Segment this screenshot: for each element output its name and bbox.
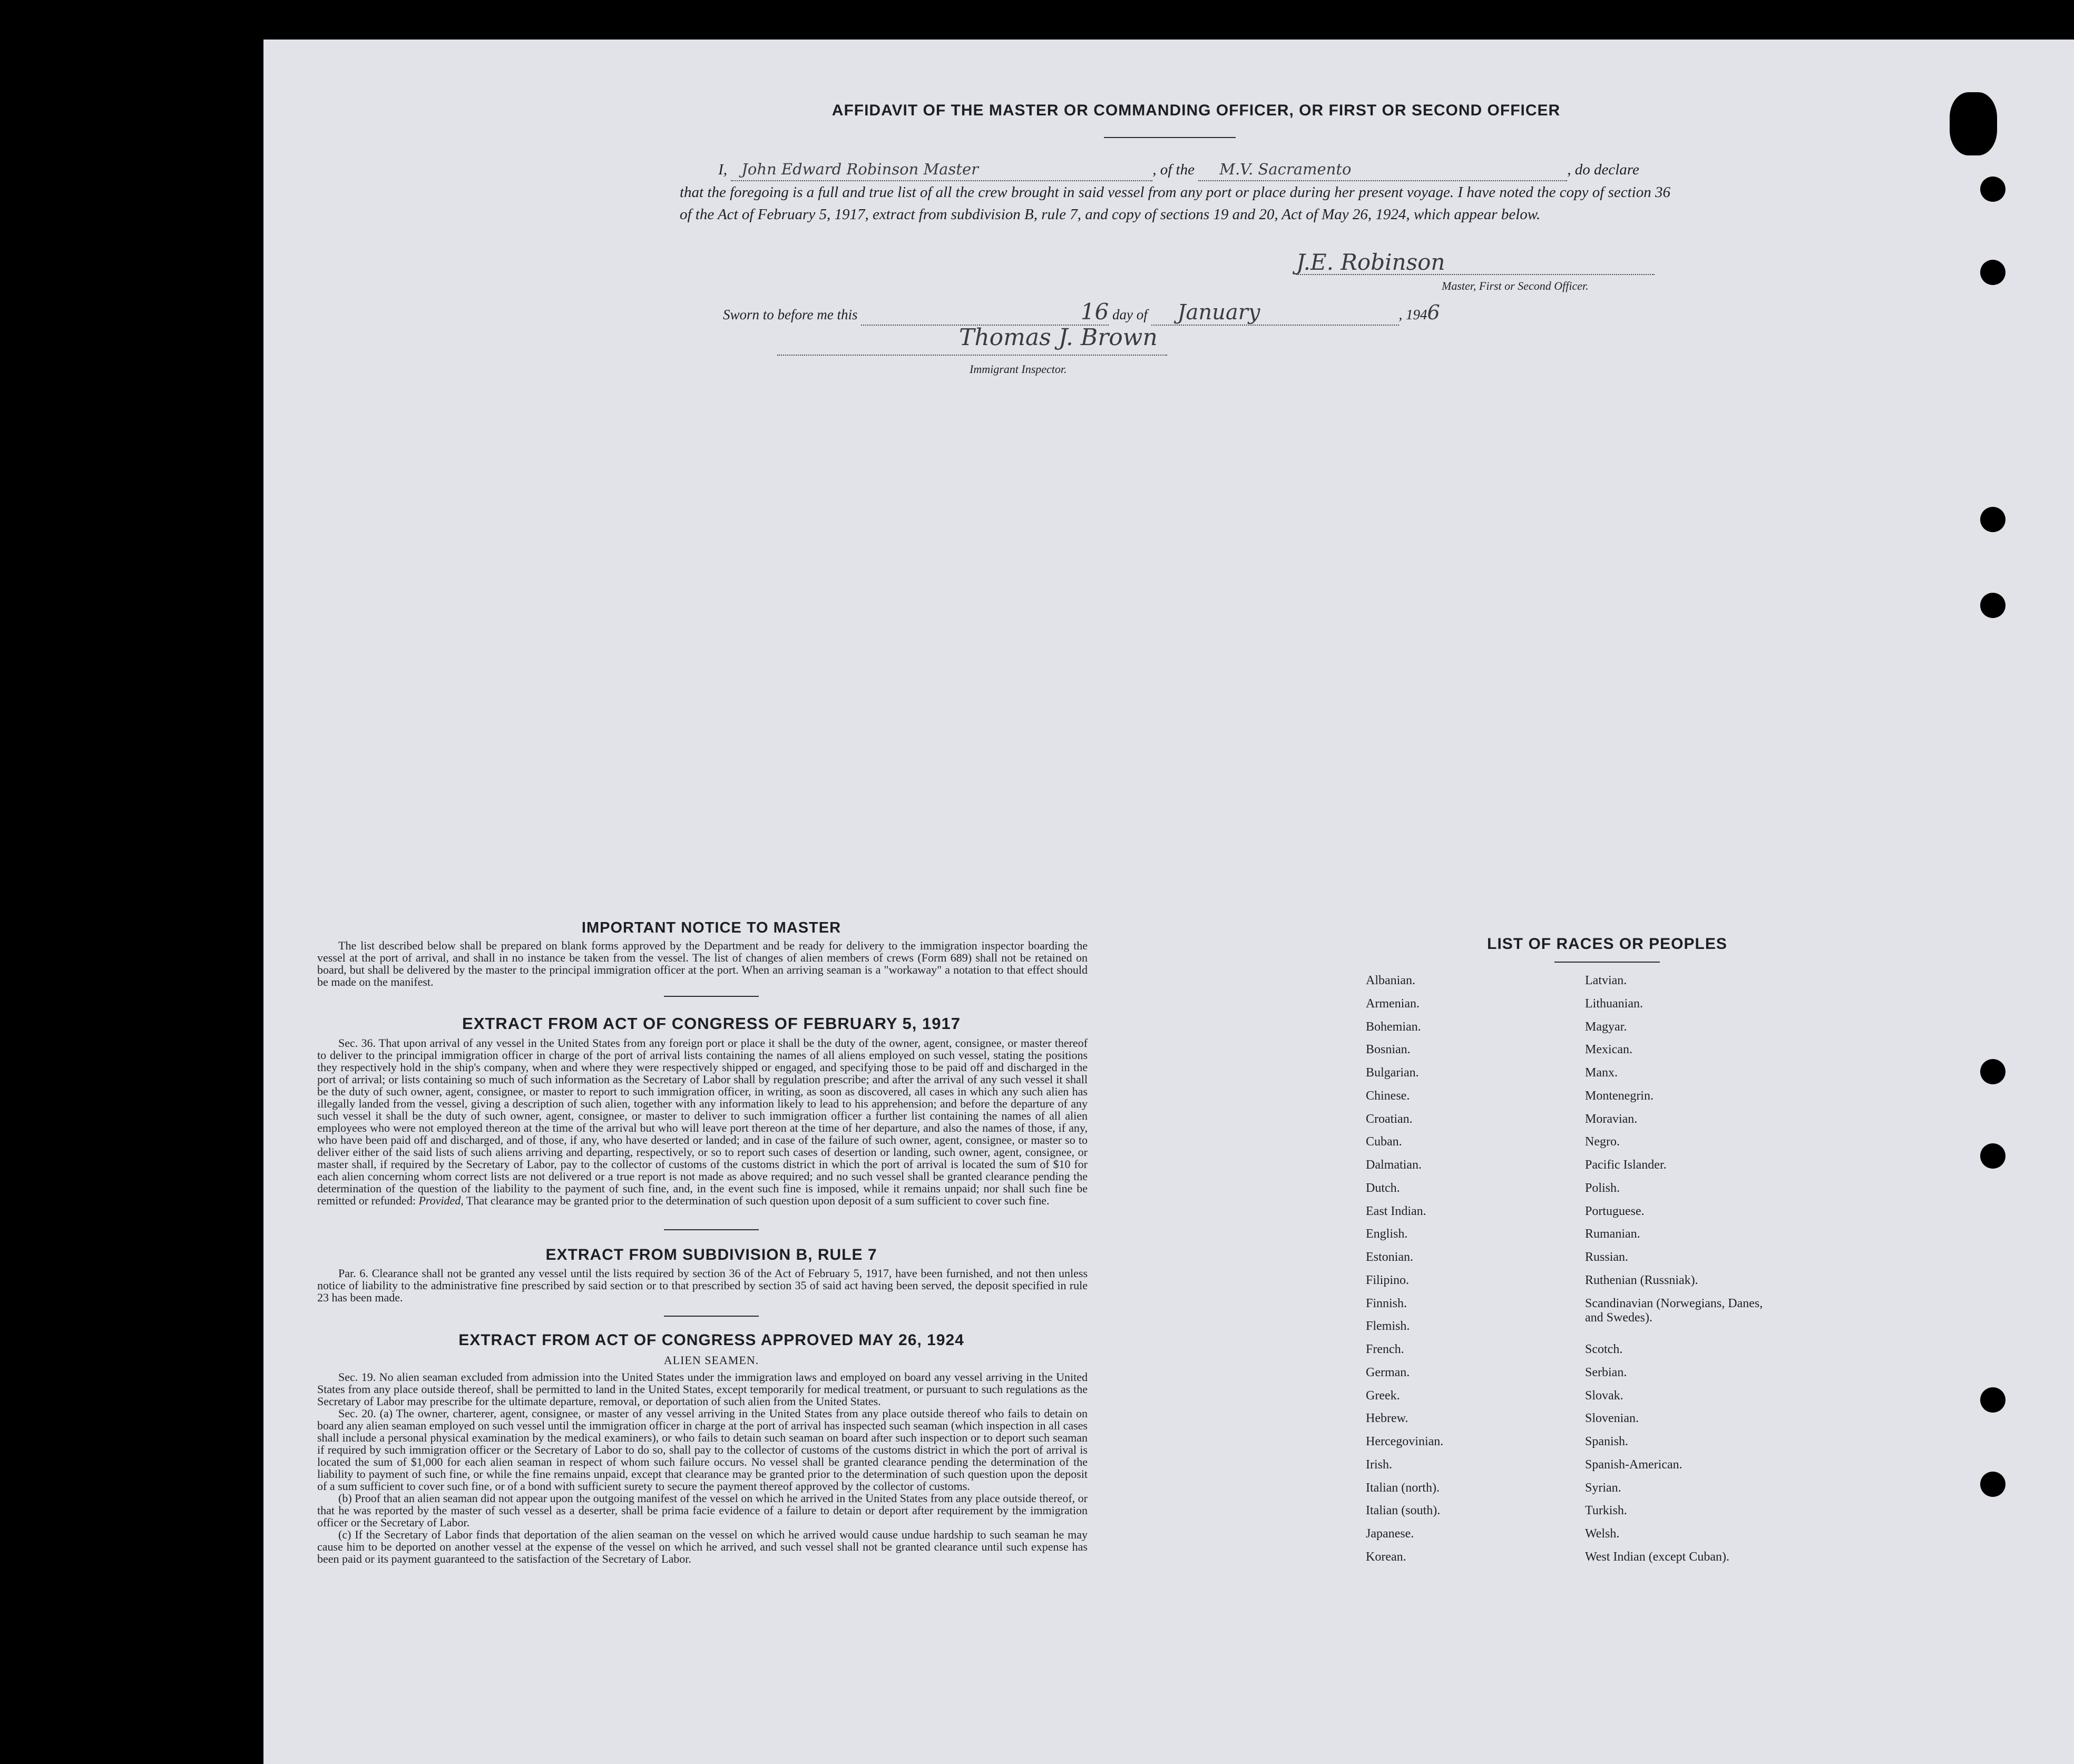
year-digit: 6 [1427,301,1440,324]
race-item: Hercegovinian. [1366,1435,1444,1448]
race-item: Moravian. [1585,1112,1638,1126]
race-item: Pacific Islander. [1585,1158,1667,1172]
sworn-prefix: Sworn to before me this [723,307,858,322]
affidavit-declaration [680,158,1670,226]
race-item: Manx. [1585,1066,1618,1080]
day-of-label: day of [1112,307,1148,322]
sworn-month-field: January [1151,300,1399,326]
sec-20a-text: Sec. 20. (a) The owner, charterer, agent, consignee, or master of any vessel arriving in the United States from any place outside thereof who fails to detain on board any alien seaman employed on such vessel until the immigration officer in charge at the port of arrival has inspected such seaman (which inspection in all cases shall include a personal physical examination by the medical examiners), or who fails to detain such seaman on board after such inspection or to deport such seaman if required by such immigration officer or the Secretary of Labor to do so, shall pay to the collector of customs of the customs district in which the port of arrival is located the sum of $1,000 for each alien seaman in respect of whom such failure occurs. No vessel shall be granted clearance pending the determination of the liability to payment of such fine, or while the fine remains unpaid, except that clearance may be granted prior to the determination of such question upon the deposit of a sum sufficient to cover such fine, or of a bond with sufficient surety to secure the payment thereof approved by the collector of customs. [317,1407,1088,1493]
race-item: Portuguese. [1585,1204,1645,1218]
race-item: Croatian. [1366,1112,1413,1126]
races-left-column [1366,969,1598,1569]
sec-20c-text: (c) If the Secretary of Labor finds that deportation of the alien seaman on the vessel on which he arrived would cause undue hardship to such seaman he may cause him to be deported on another vessel at the expense of the vessel on which he arrived, and such vessel shall not be granted clearance until such expense has been paid or its payment guaranteed to the satisfaction of the Secretary of Labor. [317,1528,1088,1565]
race-item: Cuban. [1366,1135,1402,1149]
subdivision-b-title: EXTRACT FROM SUBDIVISION B, RULE 7 [545,1246,877,1263]
race-item: Chinese. [1366,1089,1410,1103]
race-item: Scotch. [1585,1342,1623,1356]
sworn-day-field: 16 [861,299,1109,326]
race-item: Bosnian. [1366,1043,1411,1057]
race-item: Filipino. [1366,1273,1410,1287]
race-item: Japanese. [1366,1527,1414,1541]
master-signature-caption: Master, First or Second Officer. [1442,279,1589,292]
race-item: Negro. [1585,1135,1620,1149]
vessel-name-field: M.V. Sacramento [1198,158,1567,181]
master-name-field: John Edward Robinson Master [731,158,1152,181]
do-declare-label: , do declare [1567,161,1639,178]
race-item: Syrian. [1585,1481,1621,1495]
punch-hole [1980,260,2005,285]
race-item: German. [1366,1365,1410,1379]
title-divider [1104,137,1236,138]
extract-1924-title: EXTRACT FROM ACT OF CONGRESS APPROVED MAY 26, 1924 [458,1331,964,1349]
sec-20b-text: (b) Proof that an alien seaman did not appear upon the outgoing manifest of the vessel on which he arrived in the United States from any place outside thereof, or that he was reported by the master of such vessel as a deserter, shall be prima facie evidence of a failure to detain or deport after requirement by the immigration officer or the Secretary of Labor. [317,1492,1088,1529]
divider-3 [664,1316,759,1317]
race-item: Polish. [1585,1181,1620,1195]
race-item: Dutch. [1366,1181,1400,1195]
race-item: West Indian (except Cuban). [1585,1550,1729,1564]
extract-1924-body [317,1371,1088,1565]
race-item: Armenian. [1366,996,1420,1011]
race-item: Rumanian. [1585,1227,1640,1241]
race-item: Italian (north). [1366,1481,1440,1495]
race-item: Estonian. [1366,1250,1413,1264]
race-item: Russian. [1585,1250,1629,1264]
affidavit-intro: I, [718,161,727,178]
punch-hole [1980,1472,2005,1497]
of-the-label: , of the [1152,161,1195,178]
punch-hole [1980,1143,2005,1169]
punch-hole [1980,1387,2005,1413]
master-signature-line [1296,274,1655,275]
race-item: Slovenian. [1585,1412,1639,1426]
race-item: Ruthenian (Russniak). [1585,1273,1698,1287]
year-prefix: , 194 [1398,307,1427,322]
race-item: Irish. [1366,1457,1392,1472]
race-item: Spanish. [1585,1435,1629,1448]
race-item: Welsh. [1585,1527,1620,1541]
punch-hole [1980,1059,2005,1084]
sec-36-text: That upon arrival of any vessel in the United States from any foreign port or place it shall be the duty of the owner, agent, consignee, or master thereof to deliver to the principal immigration officer in charge of the port of arrival lists containing the names of all aliens employed on such vessel, stating the positions they respectively hold in the ship's company, when and where they were respectively shipped or engaged, and specifying those to be paid off and discharged in the port of arrival; or lists containing so much of such information as the Secretary of Labor shall by regulation prescribe; and after the arrival of any such vessel it shall be the duty of such owner, agent, consignee, or master to report to such immigration officer, in writing, as soon as discovered, all cases in which any such alien has illegally landed from the vessel, giving a description of such alien, together with any information likely to lead to his apprehension; and before the departure of any such vessel it shall be the duty of such owner, agent, consignee, or master to deliver to such immigration officer a further list containing the names of all alien employees who were not employed thereon at the time of the arrival but who will leave port thereon at the time of her departure, and also the names of those, if any, who have been paid off and discharged, and of those, if any, who have deserted or landed; and in case of the failure of such owner, agent, consignee, or master so to deliver either of the said lists of such aliens arriving and departing, respectively, or so to report such cases of desertion or landing, such owner, agent, consignee, or master shall, if required by the Secretary of Labor, pay to the collector of customs of the customs district in which the port of arrival is located the sum of $10 for each alien concerning whom correct lists are not delivered or a true report is not made as above required; and no such vessel shall be granted clearance pending the determination of the question of the liability to the payment of such fine, and, in the event such fine is imposed, while it remains unpaid; nor shall such fine be remitted or refunded: [317,1036,1088,1207]
race-item: East Indian. [1366,1204,1426,1218]
inspector-caption: Immigrant Inspector. [970,362,1067,376]
race-item: Dalmatian. [1366,1158,1422,1172]
race-item: Slovak. [1585,1388,1623,1403]
race-item: Korean. [1366,1550,1406,1564]
sec-36-label: Sec. 36. [338,1036,376,1050]
divider-2 [664,1229,759,1230]
notice-title: IMPORTANT NOTICE TO MASTER [581,919,842,936]
race-item: Albanian. [1366,974,1415,987]
affidavit-title: AFFIDAVIT OF THE MASTER OR COMMANDING OFFICER, OR FIRST OR SECOND OFFICER [831,102,1561,119]
punch-hole [1980,507,2005,532]
race-item: Bohemian. [1366,1020,1421,1034]
races-title: LIST OF RACES OR PEOPLES [1487,935,1727,953]
subdivision-b-body: Par. 6. Clearance shall not be granted any vessel until the lists required by section 36 of the Act of February 5, 1917, have been furnished, and not then unless notice of liability to the administrative fine prescribed by said section or to that prescribed by section 35 of said act having been served, the deposit specified in rule 23 has been made. [317,1267,1088,1304]
document-page [263,40,2074,1764]
races-right-column [1585,969,1817,1569]
race-item: Latvian. [1585,974,1627,987]
race-item: Finnish. [1366,1296,1407,1310]
race-item: Montenegrin. [1585,1089,1654,1103]
inspector-signature: Thomas J. Brown [959,324,1158,351]
race-item: Spanish-American. [1585,1457,1682,1472]
extract-1924-subtitle: ALIEN SEAMEN. [663,1354,759,1367]
inspector-signature-line [777,355,1167,356]
master-signature: J.E. Robinson [1296,249,1445,275]
race-item: Italian (south). [1366,1504,1441,1518]
extract-1917-body [317,1037,1088,1207]
punch-hole [1980,593,2005,618]
race-item: Scandinavian (Norwegians, Danes, and Swedes). [1585,1296,1763,1325]
race-item: French. [1366,1342,1404,1356]
punch-hole [1950,92,1997,155]
divider-1 [664,996,759,997]
affidavit-body: that the foregoing is a full and true list of all the crew brought in said vessel from any port or place during her present voyage. I have noted the copy of section 36 of the Act of February 5, 1917, extract from subdivision B, rule 7, and copy of sections 19 and 20, Act of May 26, 1924, which appear below. [680,184,1670,223]
races-divider [1554,962,1660,963]
race-item: Bulgarian. [1366,1066,1419,1080]
race-item: Serbian. [1585,1365,1627,1379]
race-item: Greek. [1366,1388,1400,1403]
race-item: Mexican. [1585,1043,1632,1057]
sec-19-text: Sec. 19. No alien seaman excluded from admission into the United States under the immigration laws and employed on board any vessel arriving in the United States from any place outside thereof, shall be permitted to land in the United States, except temporarily for medical treatment, or pursuant to such regulations as the Secretary of Labor may prescribe for the ultimate departure, removal, or deportation of such alien from the United States. [317,1370,1088,1408]
sec-36-text-end: That clearance may be granted prior to the determination of such question upon deposit of a sum sufficient to cover such fine. [466,1194,1050,1207]
race-item: Flemish. [1366,1319,1410,1334]
extract-1917-title: EXTRACT FROM ACT OF CONGRESS OF FEBRUARY 5, 1917 [462,1014,961,1033]
race-item: English. [1366,1227,1408,1241]
race-item: Hebrew. [1366,1412,1408,1426]
notice-body: The list described below shall be prepared on blank forms approved by the Department and be ready for delivery to the immigration inspector boarding the vessel at the port of arrival, and shall in no instance be taken from the vessel. The list of changes of alien members of crews (Form 689) shall not be retained on board, but shall be delivered by the master to the principal immigration officer at the port. When an arriving seaman is a "workaway" a notation to that effect should be made on the manifest. [317,939,1088,988]
sworn-line [723,299,1440,326]
race-item: Magyar. [1585,1020,1627,1034]
race-item: Turkish. [1585,1504,1627,1518]
punch-hole [1980,177,2005,202]
provided-label: Provided, [418,1194,464,1207]
race-item: Lithuanian. [1585,996,1643,1011]
